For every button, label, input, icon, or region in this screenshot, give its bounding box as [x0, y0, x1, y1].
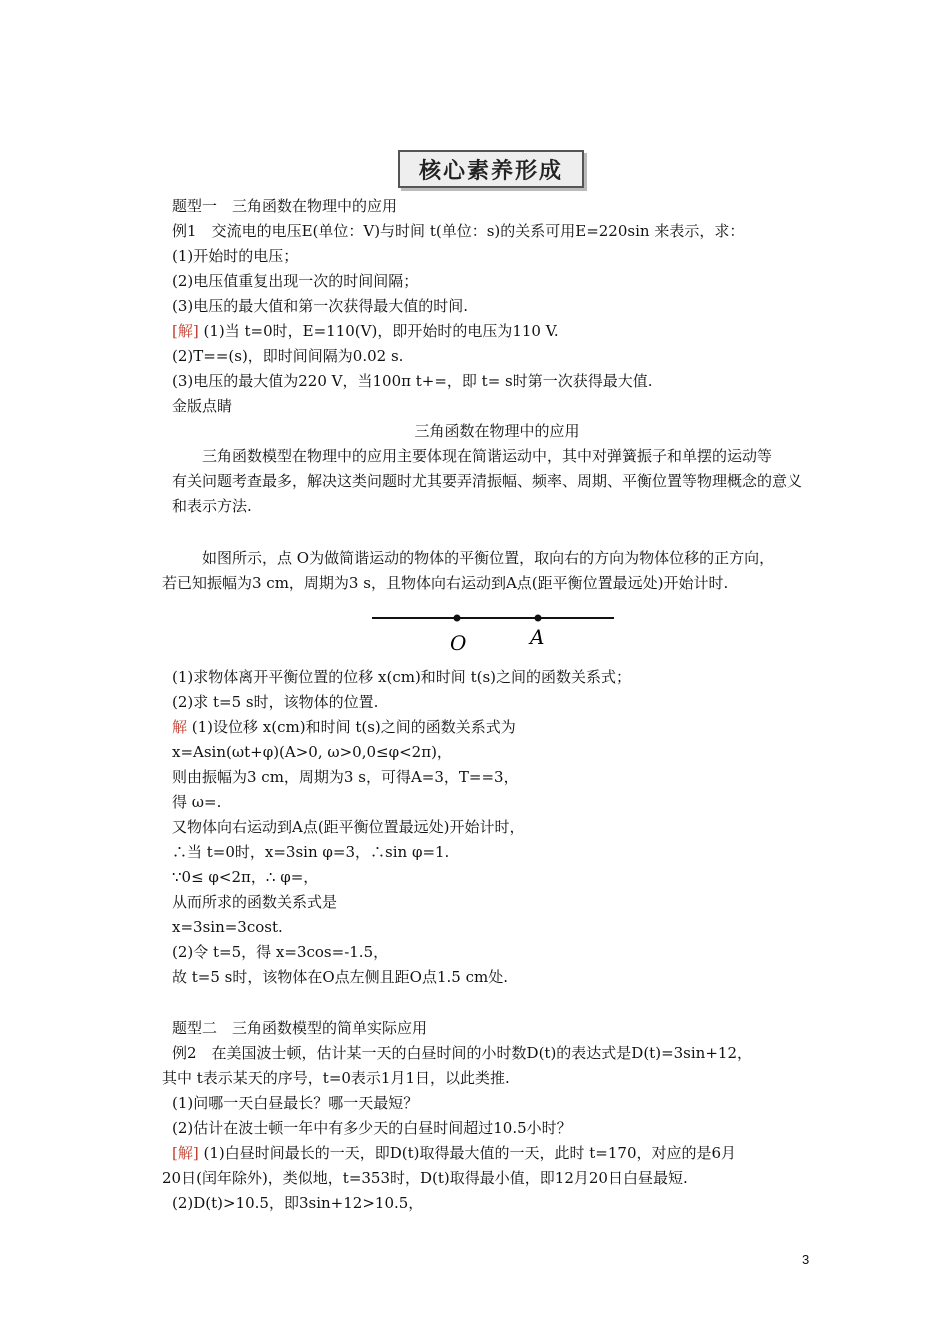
section2-title: 题型二 三角函数模型的简单实际应用 — [172, 1019, 428, 1037]
solution-label: [解] — [172, 1144, 199, 1162]
example1-line — [172, 222, 822, 240]
label-o: O — [450, 631, 467, 655]
example1-sol3: (3)电压的最大值为220 V，当100π t+=，即 t= s时第一次获得最大值. — [172, 372, 653, 390]
tip-label: 金版点睛 — [172, 397, 233, 415]
example2-sol3: (2)D(t)>10.5，即3sin+12>10.5， — [172, 1194, 424, 1212]
practice-sol9: x=3sin=3cost. — [172, 918, 283, 936]
practice-sol5: 又物体向右运动到A点(距平衡位置最远处)开始计时， — [172, 818, 525, 836]
practice-line-1: 如图所示，点 O为做简谐运动的物体的平衡位置，取向右的方向为物体位移的正方向， — [202, 549, 775, 567]
example2-q2: (2)估计在波士顿一年中有多少天的白昼时间超过10.5小时？ — [172, 1119, 572, 1137]
number-line-diagram — [362, 600, 624, 658]
practice-sol1: 解 (1)设位移 x(cm)和时间 t(s)之间的函数关系式为 — [172, 718, 516, 736]
example1-text: 交流电的电压E(单位：V)与时间 t(单位：s)的关系可用E=220sin 来表示，求： — [211, 222, 745, 240]
label-a: A — [530, 625, 545, 649]
example2-q1: (1)问哪一天白昼最长？哪一天最短？ — [172, 1094, 419, 1112]
example1-sol1: [解] (1)当 t=0时，E=110(V)，即开始时的电压为110 V. — [172, 322, 559, 340]
tip-line-2: 有关问题考查最多，解决这类问题时尤其要弄清振幅、频率、周期、平衡位置等物理概念的意义 — [172, 472, 803, 490]
example2-sol2: 20日(闰年除外)，类似地，t=353时，D(t)取得最小值，即12月20日白昼最短. — [162, 1169, 688, 1187]
tip-title: 三角函数在物理中的应用 — [414, 422, 580, 440]
point-o — [454, 615, 461, 622]
practice-q2: (2)求 t=5 s时，该物体的位置. — [172, 693, 379, 711]
solution-label: [解] — [172, 322, 199, 340]
example1-q2: (2)电压值重复出现一次的时间间隔； — [172, 272, 419, 290]
practice-sol4: 得 ω=. — [172, 793, 222, 811]
point-a — [535, 615, 542, 622]
practice-sol10: (2)令 t=5，得 x=3cos=-1.5， — [172, 943, 389, 961]
page-number: 3 — [802, 1252, 810, 1267]
example1-q1: (1)开始时的电压； — [172, 247, 299, 265]
example2-sol1: [解] (1)白昼时间最长的一天，即D(t)取得最大值的一天，此时 t=170，对应的是6月 — [172, 1144, 737, 1162]
practice-q1: (1)求物体离开平衡位置的位移 x(cm)和时间 t(s)之间的函数关系式； — [172, 668, 632, 686]
solution-label: 解 — [172, 718, 188, 736]
section-banner: 核心素养形成 — [398, 150, 584, 188]
practice-sol6: ∴当 t=0时，x=3sin φ=3，∴sin φ=1. — [172, 843, 450, 861]
practice-sol3: 则由振幅为3 cm，周期为3 s，可得A=3，T==3， — [172, 768, 519, 786]
tip-line-3: 和表示方法. — [172, 497, 252, 515]
section1-title: 题型一 三角函数在物理中的应用 — [172, 197, 398, 215]
practice-sol7: ∵0≤ φ<2π，∴ φ=， — [172, 868, 319, 886]
example1-sol2: (2)T==(s)，即时间间隔为0.02 s. — [172, 347, 404, 365]
example2-line-1: 例2 在美国波士顿，估计某一天的白昼时间的小时数D(t)的表达式是D(t)=3sin+12， — [172, 1044, 752, 1062]
example1-label: 例1 — [172, 222, 197, 240]
tip-line-1: 三角函数模型在物理中的应用主要体现在简谐运动中，其中对弹簧振子和单摆的运动等 — [202, 447, 773, 465]
practice-sol8: 从而所求的函数关系式是 — [172, 893, 338, 911]
practice-line-2: 若已知振幅为3 cm，周期为3 s，且物体向右运动到A点(距平衡位置最远处)开始计时. — [162, 574, 729, 592]
practice-sol2: x=Asin(ωt+φ)(A>0, ω>0,0≤φ<2π)， — [172, 743, 452, 761]
example1-q3: (3)电压的最大值和第一次获得最大值的时间. — [172, 297, 469, 315]
practice-sol11: 故 t=5 s时，该物体在O点左侧且距O点1.5 cm处. — [172, 968, 508, 986]
example2-line-2: 其中 t表示某天的序号，t=0表示1月1日，以此类推. — [162, 1069, 510, 1087]
